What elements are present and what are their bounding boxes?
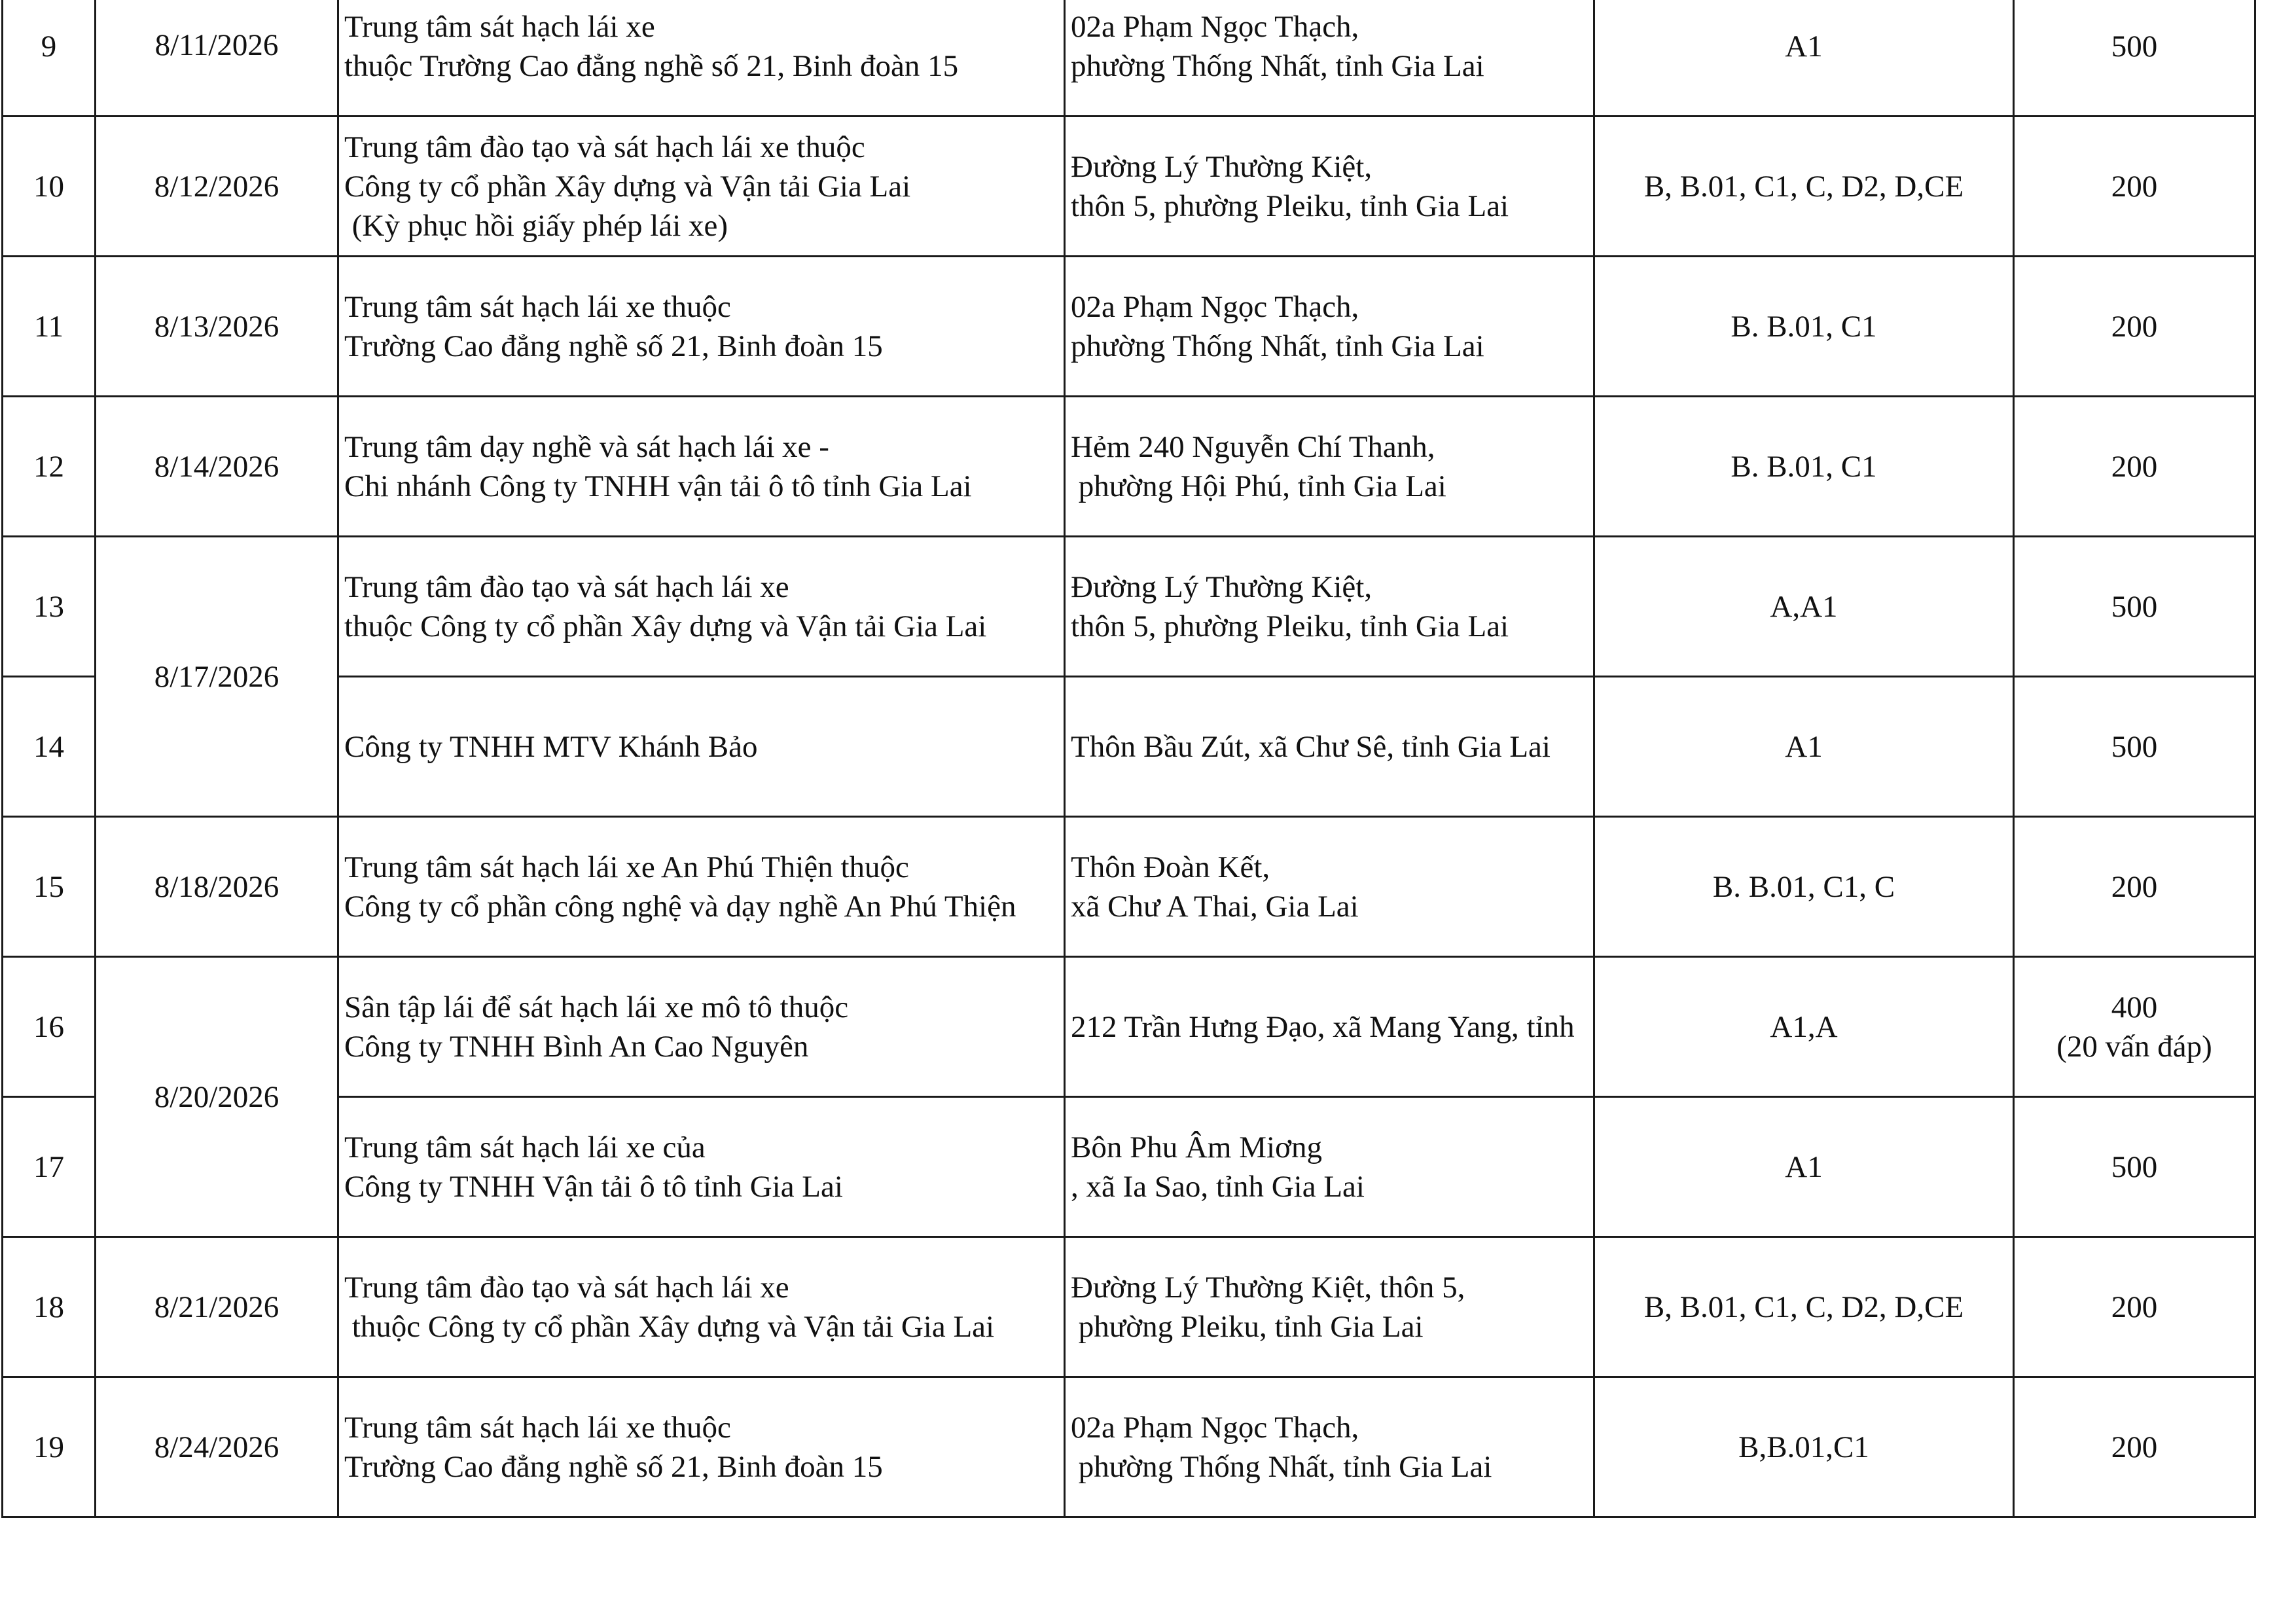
quantity: 500 bbox=[2014, 0, 2255, 117]
quantity: 400 (20 vấn đáp) bbox=[2014, 957, 2255, 1097]
license-class: B. B.01, C1, C bbox=[1594, 817, 2014, 957]
exam-center: Trung tâm sát hạch lái xe thuộc Trường Cao đẳng nghề số 21, Binh đoàn 15 bbox=[338, 0, 1065, 117]
exam-center: Trung tâm dạy nghề và sát hạch lái xe - Chi nhánh Công ty TNHH vận tải ô tô tỉnh Gia Lai bbox=[338, 397, 1065, 537]
exam-schedule-table bbox=[1, 0, 2256, 1518]
license-class: B. B.01, C1 bbox=[1594, 257, 2014, 397]
exam-address: Bôn Phu Âm Miơng , xã Ia Sao, tỉnh Gia Lai bbox=[1065, 1097, 1594, 1237]
license-class: B, B.01, C1, C, D2, D,CE bbox=[1594, 1237, 2014, 1377]
exam-date: 8/13/2026 bbox=[96, 257, 338, 397]
quantity: 200 bbox=[2014, 1377, 2255, 1517]
exam-center: Trung tâm sát hạch lái xe của Công ty TNHH Vận tải ô tô tỉnh Gia Lai bbox=[338, 1097, 1065, 1237]
exam-address: 02a Phạm Ngọc Thạch, phường Thống Nhất, tỉnh Gia Lai bbox=[1065, 1377, 1594, 1517]
row-number: 14 bbox=[3, 677, 96, 817]
exam-date: 8/18/2026 bbox=[96, 817, 338, 957]
exam-date: 8/24/2026 bbox=[96, 1377, 338, 1517]
exam-address: Thôn Đoàn Kết, xã Chư A Thai, Gia Lai bbox=[1065, 817, 1594, 957]
exam-center: Trung tâm sát hạch lái xe thuộc Trường Cao đẳng nghề số 21, Binh đoàn 15 bbox=[338, 257, 1065, 397]
table-row bbox=[3, 1377, 2255, 1517]
table-row bbox=[3, 0, 2255, 117]
row-number: 10 bbox=[3, 117, 96, 257]
row-number: 12 bbox=[3, 397, 96, 537]
quantity: 200 bbox=[2014, 397, 2255, 537]
quantity: 500 bbox=[2014, 1097, 2255, 1237]
table-row bbox=[3, 957, 2255, 1097]
table-row bbox=[3, 1237, 2255, 1377]
table-row bbox=[3, 677, 2255, 817]
license-class: A1 bbox=[1594, 1097, 2014, 1237]
license-class: A1 bbox=[1594, 0, 2014, 117]
license-class: A,A1 bbox=[1594, 537, 2014, 677]
table-row bbox=[3, 117, 2255, 257]
row-number: 15 bbox=[3, 817, 96, 957]
exam-address: 212 Trần Hưng Đạo, xã Mang Yang, tỉnh bbox=[1065, 957, 1594, 1097]
license-class: A1 bbox=[1594, 677, 2014, 817]
exam-center: Công ty TNHH MTV Khánh Bảo bbox=[338, 677, 1065, 817]
exam-date: 8/20/2026 bbox=[96, 957, 338, 1237]
exam-date: 8/11/2026 bbox=[96, 0, 338, 117]
row-number: 19 bbox=[3, 1377, 96, 1517]
quantity: 200 bbox=[2014, 817, 2255, 957]
license-class: B,B.01,C1 bbox=[1594, 1377, 2014, 1517]
license-class: B. B.01, C1 bbox=[1594, 397, 2014, 537]
exam-center: Trung tâm sát hạch lái xe thuộc Trường Cao đẳng nghề số 21, Binh đoàn 15 bbox=[338, 1377, 1065, 1517]
table-row bbox=[3, 817, 2255, 957]
exam-center: Trung tâm đào tạo và sát hạch lái xe thuộc Công ty cổ phần Xây dựng và Vận tải Gia Lai bbox=[338, 1237, 1065, 1377]
license-class: A1,A bbox=[1594, 957, 2014, 1097]
table-row bbox=[3, 397, 2255, 537]
quantity: 200 bbox=[2014, 117, 2255, 257]
exam-address: Hẻm 240 Nguyễn Chí Thanh, phường Hội Phú, tỉnh Gia Lai bbox=[1065, 397, 1594, 537]
exam-address: 02a Phạm Ngọc Thạch, phường Thống Nhất, tỉnh Gia Lai bbox=[1065, 257, 1594, 397]
row-number: 13 bbox=[3, 537, 96, 677]
exam-date: 8/21/2026 bbox=[96, 1237, 338, 1377]
quantity: 500 bbox=[2014, 677, 2255, 817]
row-number: 18 bbox=[3, 1237, 96, 1377]
exam-center: Trung tâm đào tạo và sát hạch lái xe thuộc Công ty cổ phần Xây dựng và Vận tải Gia Lai bbox=[338, 537, 1065, 677]
exam-center: Sân tập lái để sát hạch lái xe mô tô thuộc Công ty TNHH Bình An Cao Nguyên bbox=[338, 957, 1065, 1097]
exam-date: 8/12/2026 bbox=[96, 117, 338, 257]
quantity: 200 bbox=[2014, 257, 2255, 397]
exam-address: Đường Lý Thường Kiệt, thôn 5, phường Pleiku, tỉnh Gia Lai bbox=[1065, 117, 1594, 257]
table-row bbox=[3, 537, 2255, 677]
row-number: 17 bbox=[3, 1097, 96, 1237]
quantity: 200 bbox=[2014, 1237, 2255, 1377]
row-number: 11 bbox=[3, 257, 96, 397]
exam-address: Thôn Bầu Zút, xã Chư Sê, tỉnh Gia Lai bbox=[1065, 677, 1594, 817]
table-row bbox=[3, 1097, 2255, 1237]
exam-address: Đường Lý Thường Kiệt, thôn 5, phường Pleiku, tỉnh Gia Lai bbox=[1065, 537, 1594, 677]
row-number: 16 bbox=[3, 957, 96, 1097]
exam-date: 8/17/2026 bbox=[96, 537, 338, 817]
row-number: 9 bbox=[3, 0, 96, 117]
exam-center: Trung tâm đào tạo và sát hạch lái xe thuộc Công ty cổ phần Xây dựng và Vận tải Gia Lai (Kỳ phục hồi giấy phép lái xe) bbox=[338, 117, 1065, 257]
exam-address: 02a Phạm Ngọc Thạch, phường Thống Nhất, tỉnh Gia Lai bbox=[1065, 0, 1594, 117]
exam-date: 8/14/2026 bbox=[96, 397, 338, 537]
table-row bbox=[3, 257, 2255, 397]
exam-center: Trung tâm sát hạch lái xe An Phú Thiện thuộc Công ty cổ phần công nghệ và dạy nghề An Phú Thiện bbox=[338, 817, 1065, 957]
exam-address: Đường Lý Thường Kiệt, thôn 5, phường Pleiku, tỉnh Gia Lai bbox=[1065, 1237, 1594, 1377]
license-class: B, B.01, C1, C, D2, D,CE bbox=[1594, 117, 2014, 257]
quantity: 500 bbox=[2014, 537, 2255, 677]
